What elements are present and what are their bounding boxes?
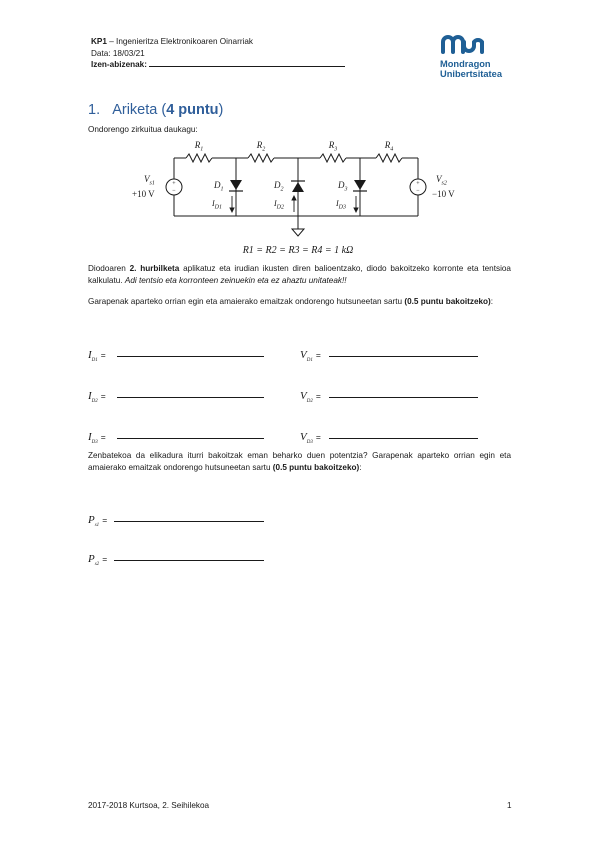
label-d1: $D_1$: [214, 180, 224, 193]
p2-text-b: :: [490, 297, 494, 306]
label-r3: $R_3$: [328, 140, 338, 153]
value-vs2: −10 V: [432, 189, 455, 199]
exercise-title-close: ): [218, 102, 224, 118]
id2-symbol: $I_{D2}$: [88, 390, 98, 404]
resistor-r4-icon: [376, 154, 402, 162]
p2-text-a: Garapenak aparteko orrian egin eta amaierako emaitzak ondorengo hutsuneetan sartu: [88, 297, 405, 306]
answer-id1: $I_{D1}=$: [88, 349, 106, 363]
answer-vd3: $V_{D3}=$: [300, 431, 321, 445]
answer-vd1: $V_{D1}=$: [300, 349, 321, 363]
doc-header: [91, 36, 345, 71]
page-number: 1: [507, 801, 512, 810]
exercise-points: 4 puntu: [166, 102, 219, 118]
resistor-r1-icon: [186, 154, 212, 162]
paragraph-1: [88, 263, 511, 288]
source-vs1-icon: [166, 179, 182, 195]
label-id3: $I_{D3}$: [336, 199, 347, 211]
course-code: KP1: [91, 37, 107, 46]
ps2-symbol: $P_{s2}$: [88, 553, 100, 567]
svg-text:+: +: [416, 181, 420, 187]
svg-text:+: +: [172, 181, 176, 187]
label-d2: $D_2$: [274, 180, 284, 193]
label-r1: $R_1$: [194, 140, 204, 153]
ps1-answer-field[interactable]: [114, 521, 264, 522]
vd2-answer-field[interactable]: [329, 397, 478, 398]
p1-text-a: Diodoaren: [88, 264, 130, 273]
answer-id3: $I_{D3}=$: [88, 431, 106, 445]
vd1-symbol: $V_{D1}$: [300, 349, 313, 363]
p3-bold: (0.5 puntu bakoitzeko): [272, 463, 360, 473]
date-label: Data:: [91, 48, 111, 58]
svg-text:−: −: [172, 188, 176, 194]
id3-answer-field[interactable]: [117, 438, 264, 439]
label-vs2: $V_{s2}$: [436, 174, 447, 187]
resistor-r3-icon: [320, 154, 346, 162]
answer-ps2: $P_{s2}=$: [88, 553, 108, 567]
label-id2: $I_{D2}$: [274, 199, 285, 211]
vd3-answer-field[interactable]: [329, 438, 478, 439]
resistor-r2-icon: [248, 154, 274, 162]
vd3-symbol: $V_{D3}$: [300, 431, 313, 445]
logo-line-2: Unibertsitatea: [440, 68, 502, 79]
ps2-answer-field[interactable]: [114, 560, 264, 561]
resistor-equation: R1 = R2 = R3 = R4 = 1 kΩ: [242, 245, 354, 256]
vd1-answer-field[interactable]: [329, 356, 478, 357]
id2-answer-field[interactable]: [117, 397, 264, 398]
name-line: [91, 59, 345, 71]
label-vs1: $V_{s1}$: [144, 174, 155, 187]
id1-symbol: $I_{D1}$: [88, 349, 98, 363]
source-vs2-icon: [410, 179, 426, 195]
diode-d3-icon: [353, 180, 367, 191]
footer-term: 2017-2018 Kurtsoa, 2. Seihilekoa: [88, 801, 210, 810]
vd2-symbol: $V_{D2}$: [300, 390, 313, 404]
value-vs1: +10 V: [132, 189, 155, 199]
answer-vd2: $V_{D2}=$: [300, 390, 321, 404]
ground-icon: [292, 229, 304, 236]
university-logo: [440, 34, 502, 80]
p2-bold: (0.5 puntu bakoitzeko): [404, 297, 491, 306]
svg-text:−: −: [416, 188, 420, 194]
label-r2: $R_2$: [256, 140, 266, 153]
id1-answer-field[interactable]: [117, 356, 264, 357]
name-label: Izen-abizenak:: [91, 60, 147, 69]
intro-text: Ondorengo zirkuitua daukagu:: [88, 125, 198, 134]
ps1-symbol: $P_{s1}$: [88, 514, 100, 528]
exercise-heading: [88, 102, 223, 118]
paragraph-3: [88, 450, 511, 475]
p1-italic: Adi tentsio eta korronteen zeinuekin eta ez ahaztu unitateak!!: [124, 276, 347, 286]
answer-ps1: $P_{s1}=$: [88, 514, 108, 528]
answer-id2: $I_{D2}=$: [88, 390, 106, 404]
p3-text-a: Zenbatekoa da elikadura iturri bakoitzak eman beharko duen potentzia? Garapenak aparteko orrian egin eta amaierako emaitzak ondorengo hutsuneetan sartu: [88, 451, 511, 473]
paragraph-2: [88, 296, 511, 308]
date-line: [91, 48, 345, 60]
diode-d1-icon: [229, 180, 243, 191]
circuit-diagram: [130, 136, 470, 260]
p3-text-b: :: [359, 463, 362, 473]
diode-d2-icon: [291, 181, 305, 192]
course-line: [91, 36, 345, 48]
p1-text-b: aplikatuz eta irudian ikusten diren balioentzako, diodo bakoitzeko korronte eta tentsioa kalkulatu.: [88, 264, 511, 286]
date-value: 18/03/21: [112, 48, 145, 58]
label-r4: $R_4$: [384, 140, 394, 153]
p1-bold: 2. hurbilketa: [129, 264, 180, 273]
exercise-number: 1.: [88, 102, 101, 118]
id3-symbol: $I_{D3}$: [88, 431, 98, 445]
label-id1: $I_{D1}$: [212, 199, 223, 211]
name-field[interactable]: [149, 60, 345, 67]
logo-mark-icon: [440, 34, 484, 54]
course-name: – Ingenieritza Elektronikoaren Oinarriak: [106, 37, 254, 46]
logo-line-1: Mondragon: [440, 59, 491, 69]
label-d3: $D_3$: [338, 180, 348, 193]
exercise-title: Ariketa (: [112, 102, 167, 118]
